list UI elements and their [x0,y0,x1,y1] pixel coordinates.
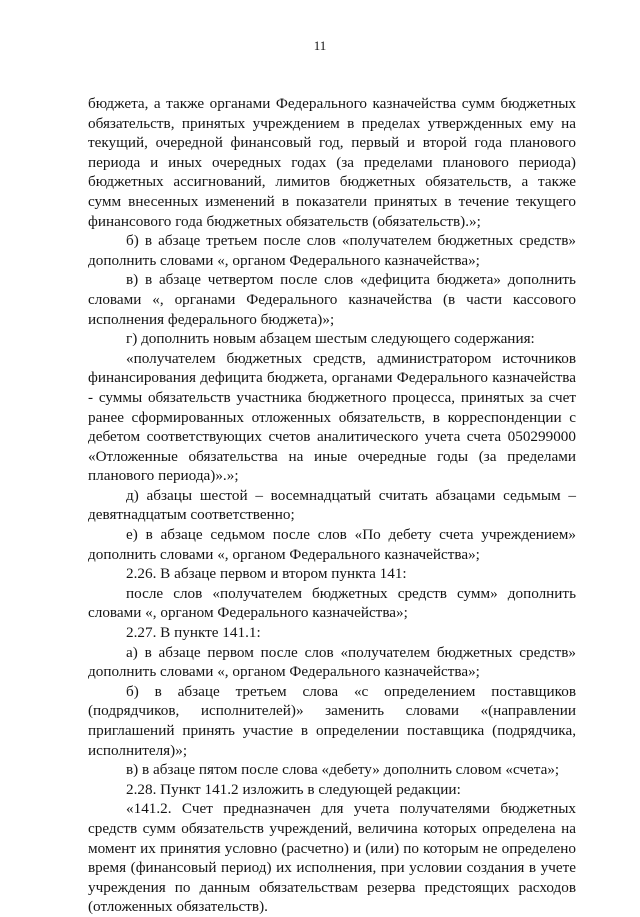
paragraph: 2.27. В пункте 141.1: [126,624,261,642]
paragraph: после слов «получателем бюджетных средств сумм» дополнить словами «, органом Федерального казначейства»; [88,584,576,622]
paragraph: «141.2. Счет предназначен для учета получателями бюджетных средств сумм обязательств учреждений, величина которых определена на момент их принятия условно (расчетно) и (или) по которым не определено время (финансовый период) их исполнения, при условии создания в учете учреждения по данным обязательствам резерва предстоящих расходов (отложенных обязательств). [88,800,576,916]
paragraph: в) в абзаце пятом после слова «дебету» дополнить словом «счета»; [126,761,560,779]
page-number: 11 [313,38,327,53]
paragraph: д) абзацы шестой – восемнадцатый считать абзацами седьмым – девятнадцатым соответственно; [88,486,576,524]
paragraph: б) в абзаце третьем слова «с определением поставщиков (подрядчиков, исполнителей)» заменить словами «(направлении приглашений принять участие в определении поставщика (подрядчика, исполнителя)»; [88,682,576,759]
paragraph: б) в абзаце третьем после слов «получателем бюджетных средств» дополнить словами «, органом Федерального казначейства»; [88,232,576,269]
paragraph: е) в абзаце седьмом после слов «По дебету счета учреждением» дополнить словами «, органом Федерального казначейства»; [88,526,576,563]
paragraph: бюджета, а также органами Федерального казначейства сумм бюджетных обязательств, принятых учреждением в пределах утвержденных ему на текущий, очередной финансовый год, первый и второй года планового периода и иных очередных годах (за пределами планового периода) бюджетных ассигнований, лимитов бюджетных обязательств, а также сумм внесенных изменений в показатели принятых в течение текущего финансового года бюджетных обязательств (обязательств).»; [88,95,576,230]
document-body [88,94,576,917]
paragraph: 2.26. В абзаце первом и втором пункта 141: [126,565,407,583]
paragraph: а) в абзаце первом после слов «получателем бюджетных средств» дополнить словами «, органом Федерального казначейства»; [88,643,576,681]
paragraph: 2.28. Пункт 141.2 изложить в следующей редакции: [126,780,461,798]
paragraph: «получателем бюджетных средств, администратором источников финансирования дефицита бюджета, органами Федерального казначейства - суммы обязательств участника бюджетного процесса, принятых за счет ранее сформированных отложенных обязательств, в корреспонденции с дебетом соответствующих счетов аналитического учета счета 050299000 «Отложенные обязательства на иные очередные годы (за пределами планового периода)».»; [88,349,576,485]
paragraph: в) в абзаце четвертом после слов «дефицита бюджета» дополнить словами «, органами Федерального казначейства (в части кассового исполнения федерального бюджета)»; [88,271,576,328]
paragraph: г) дополнить новым абзацем шестым следующего содержания: [126,330,535,348]
